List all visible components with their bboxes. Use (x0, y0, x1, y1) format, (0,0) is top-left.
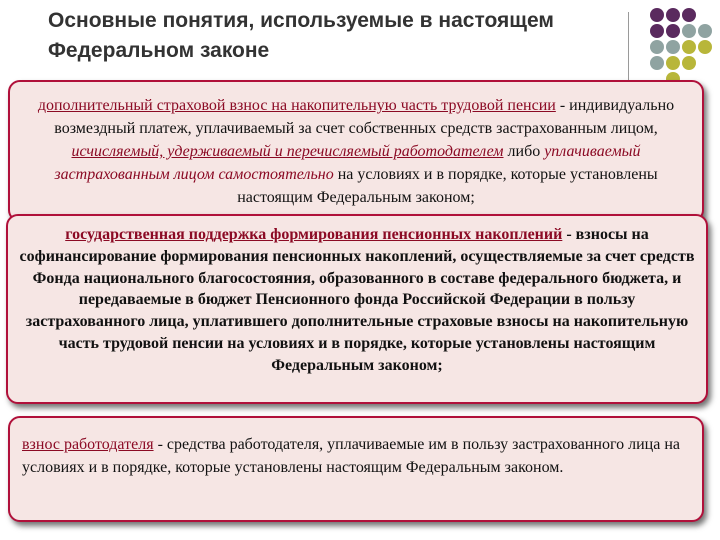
decorative-dot (682, 56, 696, 70)
definition-text (22, 434, 692, 479)
definition-term: взнос работодателя (22, 436, 154, 453)
decorative-dot (666, 40, 680, 54)
definition-body: средства работодателя, уплачиваемые им в пользу застрахованного лица на условиях и в порядке, которые установлены настоящим Федеральным законом. (22, 436, 680, 476)
decorative-dot-grid (636, 8, 720, 88)
definition-body: индивидуально возмездный платеж, уплачиваемый за счет собственных средств застрахованным лицом, (54, 97, 675, 137)
decorative-dot (666, 8, 680, 22)
decorative-dot (650, 40, 664, 54)
definition-emphasis: уплачиваемый застрахованным лицом самостоятельно (54, 143, 641, 183)
decorative-dot (650, 24, 664, 38)
definition-dash: - (555, 97, 570, 114)
definition-text (18, 224, 696, 377)
definition-term: дополнительный страховой взнос на накопительную часть трудовой пенсии (37, 97, 556, 114)
decorative-dot (650, 8, 664, 22)
definition-body: взносы на софинансирование формирования пенсионных накоплений, осуществляемые за счет средств Фонда национального благосостояния, образованного в составе федерального бюджета, и передаваемые в бюджет Пенсионного фонда Российской Федерации в пользу застрахованного лица, уплатившего дополнительные страховые взносы на накопительную часть трудовой пенсии на условиях и в порядке, которые установлены настоящим Федеральным законом; (19, 226, 695, 374)
decorative-dot (650, 56, 664, 70)
definition-emphasis: исчисляемый, удерживаемый и перечисляемый работодателем (71, 143, 504, 160)
definition-dash: - (562, 226, 576, 243)
decorative-dot (666, 56, 680, 70)
slide-title-line-1: Основные понятия, используемые в настоящем (48, 9, 554, 32)
decorative-dot (682, 8, 696, 22)
decorative-dot (698, 24, 712, 38)
slide-title-line-2: Федеральном законе (48, 39, 270, 62)
definition-card-employer-contribution (8, 416, 704, 522)
definition-card-additional-contribution (8, 80, 704, 222)
slide-title (48, 6, 688, 66)
definition-term: государственная поддержка формирования пенсионных накоплений (65, 226, 563, 243)
definition-body: на условиях и в порядке, которые установлены настоящим Федеральным законом; (237, 166, 658, 206)
decorative-dot (682, 24, 696, 38)
decorative-dot (666, 24, 680, 38)
definition-body: либо (503, 143, 545, 160)
definition-text (20, 94, 692, 209)
definition-dash: - (153, 436, 167, 453)
decorative-dot (698, 40, 712, 54)
decorative-dot (682, 40, 696, 54)
definition-card-state-support (6, 214, 708, 404)
